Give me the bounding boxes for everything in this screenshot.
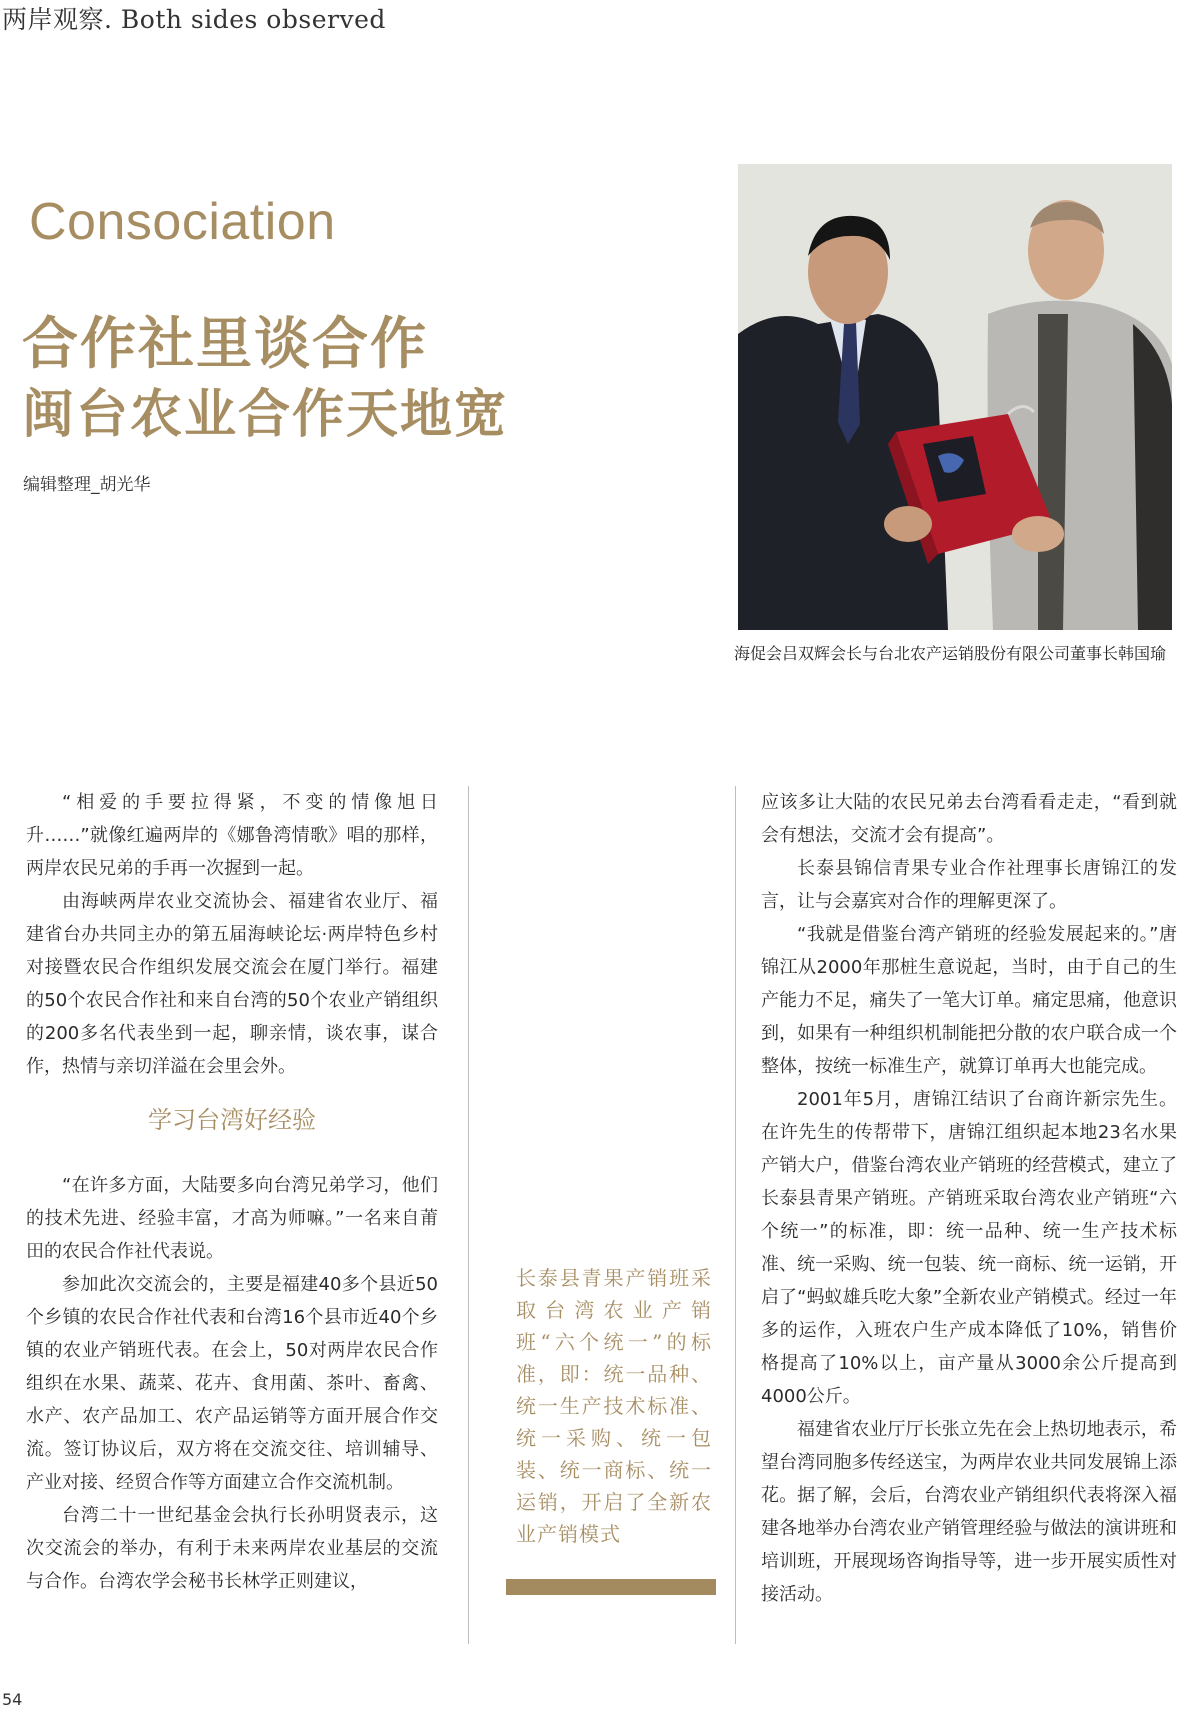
left-column — [26, 786, 438, 1598]
paragraph: 台湾二十一世纪基金会执行长孙明贤表示，这次交流会的举办，有利于未来两岸农业基层的交流与合作。台湾农学会秘书长林学正则建议， — [26, 1505, 438, 1592]
headline-line-1: 合作社里谈合作 — [22, 311, 428, 377]
paragraph: “在许多方面，大陆要多向台湾兄弟学习，他们的技术先进、经验丰富，才高为师嘛。”一名来自莆田的农民合作社代表说。 — [26, 1175, 438, 1262]
paragraph: 长泰县锦信青果专业合作社理事长唐锦江的发言，让与会嘉宾对合作的理解更深了。 — [761, 858, 1177, 912]
pull-quote: 长泰县青果产销班采取台湾农业产销班“六个统一”的标准，即：统一品种、统一生产技术标准、统一采购、统一包装、统一商标、统一运销，开启了全新农业产销模式 — [516, 1266, 712, 1546]
right-column — [761, 786, 1177, 1611]
article-photo — [738, 164, 1172, 630]
decorative-bar — [506, 1579, 716, 1595]
paragraph: 应该多让大陆的农民兄弟去台湾看看走走，“看到就会有想法，交流才会有提高”。 — [761, 792, 1177, 846]
headline-line-2: 闽台农业合作天地宽 — [22, 384, 509, 445]
column-divider-right — [735, 786, 736, 1644]
paragraph: 由海峡两岸农业交流协会、福建省农业厅、福建省台办共同主办的第五届海峡论坛·两岸特色乡村对接暨农民合作组织发展交流会在厦门举行。福建的50个农民合作社和来自台湾的50个农业产销组织的200多名代表坐到一起，聊亲情，谈农事，谋合作，热情与亲切洋溢在会里会外。 — [26, 891, 438, 1077]
photo-illustration — [738, 164, 1172, 630]
column-divider-left — [468, 786, 469, 1644]
paragraph: 2001年5月，唐锦江结识了台商许新宗先生。在许先生的传帮带下，唐锦江组织起本地23名水果产销大户，借鉴台湾农业产销班的经营模式，建立了长泰县青果产销班。产销班采取台湾农业产销班“六个统一”的标准，即：统一品种、统一生产技术标准、统一采购、统一包装、统一商标、统一运销，开启了“蚂蚁雄兵吃大象”全新农业产销模式。经过一年多的运作，入班农户生产成本降低了10%，销售价格提高了10%以上，亩产量从3000余公斤提高到4000公斤。 — [761, 1089, 1177, 1407]
editor-credit: 编辑整理_胡光华 — [23, 475, 151, 495]
paragraph: “我就是借鉴台湾产销班的经验发展起来的。”唐锦江从2000年那桩生意说起，当时，由于自己的生产能力不足，痛失了一笔大订单。痛定思痛，他意识到，如果有一种组织机制能把分散的农户联合成一个整体，按统一标准生产，就算订单再大也能完成。 — [761, 924, 1177, 1077]
section-header: 两岸观察. Both sides observed — [2, 5, 386, 34]
kicker: Consociation — [29, 193, 336, 251]
subheading: 学习台湾好经验 — [148, 1106, 316, 1134]
page-number: 54 — [2, 1690, 23, 1709]
paragraph: 参加此次交流会的，主要是福建40多个县近50个乡镇的农民合作社代表和台湾16个县市近40个乡镇的农业产销班代表。在会上，50对两岸农民合作组织在水果、蔬菜、花卉、食用菌、茶叶、畜禽、水产、农产品加工、农产品运销等方面开展合作交流。签订协议后，双方将在交流交往、培训辅导、产业对接、经贸合作等方面建立合作交流机制。 — [26, 1274, 438, 1493]
photo-caption: 海促会吕双辉会长与台北农产运销股份有限公司董事长韩国瑜 — [734, 644, 1167, 663]
paragraph: “相爱的手要拉得紧，不变的情像旭日升……”就像红遍两岸的《娜鲁湾情歌》唱的那样，两岸农民兄弟的手再一次握到一起。 — [26, 792, 438, 879]
paragraph: 福建省农业厅厅长张立先在会上热切地表示，希望台湾同胞多传经送宝，为两岸农业共同发展锦上添花。据了解，会后，台湾农业产销组织代表将深入福建各地举办台湾农业产销管理经验与做法的演讲班和培训班，开展现场咨询指导等，进一步开展实质性对接活动。 — [761, 1419, 1177, 1605]
